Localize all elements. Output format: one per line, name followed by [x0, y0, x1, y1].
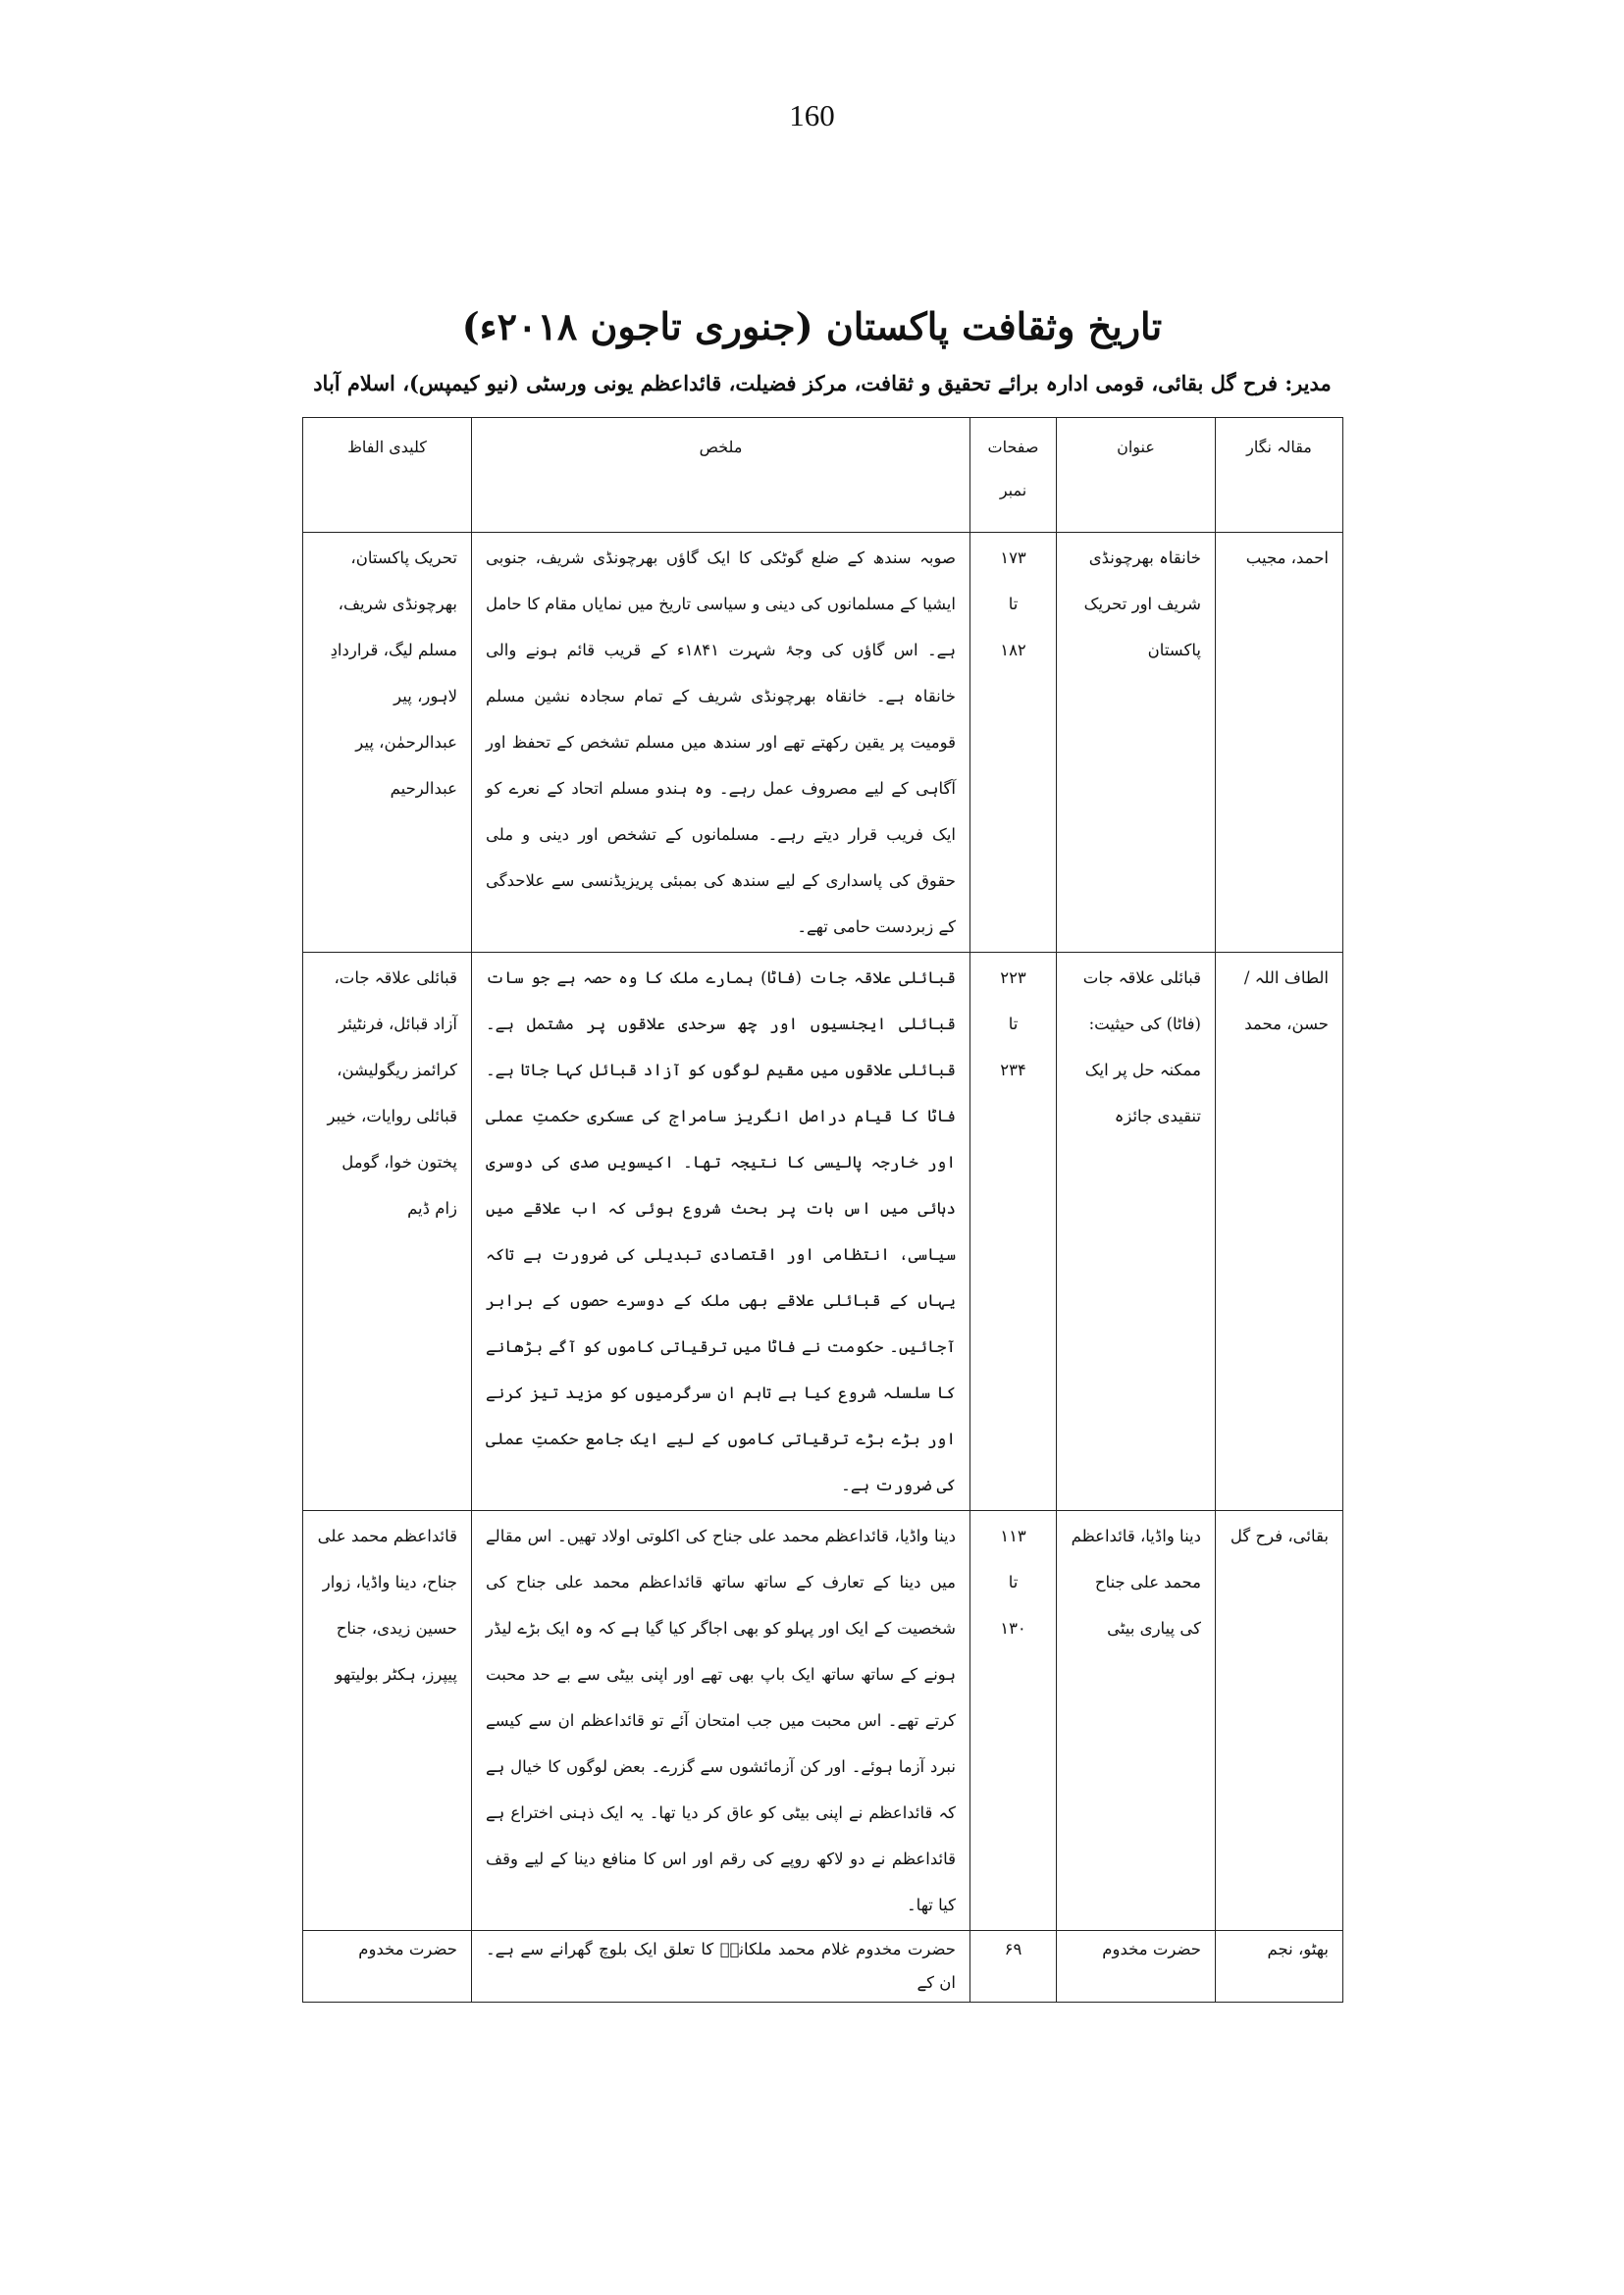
articles-table	[302, 417, 1343, 2003]
table-header-row	[303, 418, 1343, 533]
author-cell: بقائی، فرح گل	[1216, 1511, 1343, 1931]
abstract-cell: حضرت مخدوم غلام محمد ملکانیؒ کا تعلق ایک بلوچ گھرانے سے ہے۔ ان کے	[472, 1931, 970, 2003]
editor-line: مدیر: فرح گل بقائی، قومی ادارہ برائے تحقیق و ثقافت، مرکز فضیلت، قائداعظم یونی ورسٹی (نیو کیمپس)، اسلام آباد	[313, 371, 1332, 395]
keywords-cell: قبائلی علاقہ جات، آزاد قبائل، فرنٹیئر کرائمز ریگولیشن، قبائلی روایات، خیبر پختون خوا، گومل زام ڈیم	[303, 953, 472, 1511]
pages-cell	[970, 953, 1057, 1511]
table-row	[303, 1931, 1343, 2003]
keywords-cell: قائداعظم محمد علی جناح، دینا واڈیا، زوار حسین زیدی، جناح پیپرز، ہکٹر بولیتھو	[303, 1511, 472, 1931]
journal-title: تاریخ وثقافت پاکستان (جنوری تاجون ۲۰۱۸ء)	[461, 304, 1163, 348]
pages-cell	[970, 1931, 1057, 2003]
header-keywords: کلیدی الفاظ	[303, 418, 472, 533]
pages-from: ۱۱۳	[1000, 1527, 1026, 1545]
author-cell: احمد، مجیب	[1216, 533, 1343, 953]
title-cell: دینا واڈیا، قائداعظم محمد علی جناح کی پیاری بیٹی	[1057, 1511, 1216, 1931]
pages-sep: تا	[1008, 1573, 1019, 1591]
pages-sep: تا	[1008, 1015, 1019, 1033]
header-author: مقالہ نگار	[1216, 418, 1343, 533]
keywords-cell: حضرت مخدوم	[303, 1931, 472, 2003]
pages-to: ۱۸۲	[1000, 641, 1026, 659]
pages-from: ۱۷۳	[1000, 548, 1026, 567]
table-row	[303, 533, 1343, 953]
keywords-cell: تحریک پاکستان، بھرچونڈی شریف، مسلم لیگ، قراردادِ لاہور، پیر عبدالرحمٰن، پیر عبدالرحیم	[303, 533, 472, 953]
author-cell: بھٹو، نجم	[1216, 1931, 1343, 2003]
header-pages: صفحات نمبر	[970, 418, 1057, 533]
title-cell: حضرت مخدوم	[1057, 1931, 1216, 2003]
pages-cell	[970, 533, 1057, 953]
pages-to: ۲۳۴	[1000, 1061, 1026, 1079]
pages-cell	[970, 1511, 1057, 1931]
title-cell: قبائلی علاقہ جات (فاٹا) کی حیثیت: ممکنہ حل پر ایک تنقیدی جائزہ	[1057, 953, 1216, 1511]
page-number: 160	[789, 98, 835, 132]
header-abstract: ملخص	[472, 418, 970, 533]
pages-sep: تا	[1008, 595, 1019, 613]
author-cell: الطاف اللہ / حسن، محمد	[1216, 953, 1343, 1511]
table-row	[303, 1511, 1343, 1931]
pages-from: ۶۹	[1004, 1940, 1022, 1958]
pages-from: ۲۲۳	[1000, 968, 1026, 987]
abstract-cell: قبائلی علاقہ جات (فاٹا) ہمارے ملک کا وہ حصہ ہے جو سات قبائلی ایجنسیوں اور چھ سرحدی علاقوں پر مشتمل ہے۔ قبائلی علاقوں میں مقیم لوگوں کو آزاد قبائل کہا جاتا ہے۔ فاٹا کا قیام دراصل انگریز سامراج کی عسکری حکمتِ عملی اور خارجہ پالیسی کا نتیجہ تھا۔ اکیسویں صدی کی دوسری دہائی میں اس بات پر بحث شروع ہوئی کہ اب علاقے میں سیاسی، انتظامی اور اقتصادی تبدیلی کی ضرورت ہے تاکہ یہاں کے قبائلی علاقے بھی ملک کے دوسرے حصوں کے برابر آجائیں۔ حکومت نے فاٹا میں ترقیاتی کاموں کو آگے بڑھانے کا سلسلہ شروع کیا ہے تاہم ان سرگرمیوں کو مزید تیز کرنے اور بڑے بڑے ترقیاتی کاموں کے لیے ایک جامع حکمتِ عملی کی ضرورت ہے۔	[472, 953, 970, 1511]
header-title: عنوان	[1057, 418, 1216, 533]
abstract-cell: دینا واڈیا، قائداعظم محمد علی جناح کی اکلوتی اولاد تھیں۔ اس مقالے میں دینا کے تعارف کے ساتھ ساتھ قائداعظم محمد علی جناح کی شخصیت کے ایک اور پہلو کو بھی اجاگر کیا گیا ہے کہ وہ ایک بڑے لیڈر ہونے کے ساتھ ساتھ ایک باپ بھی تھے اور اپنی بیٹی سے بے حد محبت کرتے تھے۔ اس محبت میں جب امتحان آئے تو قائداعظم ان سے کیسے نبرد آزما ہوئے۔ اور کن آزمائشوں سے گزرے۔ بعض لوگوں کا خیال ہے کہ قائداعظم نے اپنی بیٹی کو عاق کر دیا تھا۔ یہ ایک ذہنی اختراع ہے قائداعظم نے دو لاکھ روپے کی رقم اور اس کا منافع دینا کے لیے وقف کیا تھا۔	[472, 1511, 970, 1931]
title-cell: خانقاہ بھرچونڈی شریف اور تحریک پاکستان	[1057, 533, 1216, 953]
pages-to: ۱۳۰	[1000, 1619, 1026, 1638]
table-row	[303, 953, 1343, 1511]
abstract-cell: صوبہ سندھ کے ضلع گوٹکی کا ایک گاؤں بھرچونڈی شریف، جنوبی ایشیا کے مسلمانوں کی دینی و سیاسی تاریخ میں نمایاں مقام کا حامل ہے۔ اس گاؤں کی وجۂ شہرت ۱۸۴۱ء کے قریب قائم ہونے والی خانقاہ ہے۔ خانقاہ بھرچونڈی شریف کے تمام سجادہ نشین مسلم قومیت پر یقین رکھتے تھے اور سندھ میں مسلم تشخص کے تحفظ اور آگاہی کے لیے مصروف عمل رہے۔ وہ ہندو مسلم اتحاد کے نعرے کو ایک فریب قرار دیتے رہے۔ مسلمانوں کے تشخص اور دینی و ملی حقوق کی پاسداری کے لیے سندھ کی بمبئی پریزیڈنسی سے علاحدگی کے زبردست حامی تھے۔	[472, 533, 970, 953]
